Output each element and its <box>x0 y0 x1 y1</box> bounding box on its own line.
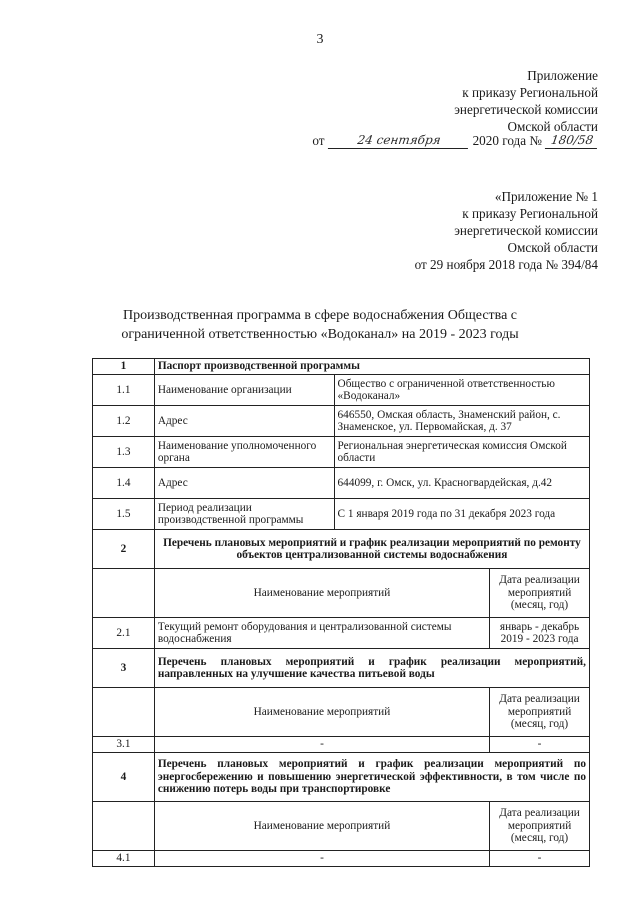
order-year: 2020 года № <box>472 133 542 148</box>
table-header-row <box>93 688 590 737</box>
row-value: 646550, Омская область, Знаменский район, с. Знаменское, ул. Первомайская, д. 37 <box>334 406 589 437</box>
row-label: Адрес <box>154 406 334 437</box>
row-label: Наименование уполномоченного органа <box>154 437 334 468</box>
order-prefix: от <box>312 133 325 148</box>
section-number: 2 <box>93 530 155 569</box>
row-label: Адрес <box>154 468 334 499</box>
appendix-header-line: к приказу Региональной <box>462 85 598 100</box>
original-appendix-line: «Приложение № 1 <box>494 189 598 204</box>
row-label: Наименование организации <box>154 375 334 406</box>
section-title: Паспорт производственной программы <box>154 359 589 375</box>
original-appendix-header <box>415 188 598 273</box>
production-program-table <box>92 358 590 867</box>
empty-cell <box>93 688 155 737</box>
row-number: 1.1 <box>93 375 155 406</box>
event-name: Текущий ремонт оборудования и централизованной системы водоснабжения <box>154 618 489 649</box>
row-value: Региональная энергетическая комиссия Омской области <box>334 437 589 468</box>
appendix-header <box>454 67 598 135</box>
order-number-handwritten: 180/58 <box>545 133 599 149</box>
row-label: Период реализации производственной программы <box>154 499 334 530</box>
section-title: Перечень плановых мероприятий и график реализации мероприятий по энергосбережению и повышению энергетической эффективности, в том числе по снижению потерь воды при транспортировке <box>154 753 589 802</box>
event-name: - <box>154 737 489 753</box>
table-header-row <box>93 802 590 851</box>
appendix-header-line: энергетической комиссии <box>454 102 598 117</box>
row-number: 1.2 <box>93 406 155 437</box>
table-header-row <box>93 569 590 618</box>
row-number: 1.3 <box>93 437 155 468</box>
table-row <box>93 618 590 649</box>
row-number: 1.5 <box>93 499 155 530</box>
table-section-row <box>93 530 590 569</box>
table-row <box>93 437 590 468</box>
section-number: 3 <box>93 649 155 688</box>
document-title-line: Производственная программа в сфере водоснабжения Общества с <box>122 308 518 323</box>
row-value: С 1 января 2019 года по 31 декабря 2023 года <box>334 499 589 530</box>
empty-cell <box>93 569 155 618</box>
empty-cell <box>93 802 155 851</box>
document-title <box>60 306 580 344</box>
original-appendix-line: к приказу Региональной <box>462 206 598 221</box>
table-row <box>93 851 590 867</box>
section-title: Перечень плановых мероприятий и график реализации мероприятий, направленных на улучшение качества питьевой воды <box>154 649 589 688</box>
original-appendix-line: энергетической комиссии <box>454 223 598 238</box>
event-name: - <box>154 851 489 867</box>
original-appendix-line: от 29 ноября 2018 года № 394/84 <box>414 257 598 272</box>
column-header-event: Наименование мероприятий <box>154 569 489 618</box>
appendix-header-line: Омской области <box>507 119 598 134</box>
table-row <box>93 375 590 406</box>
table-section-row <box>93 359 590 375</box>
order-line <box>312 133 598 149</box>
row-number: 3.1 <box>93 737 155 753</box>
row-value: Общество с ограниченной ответственностью «Водоканал» <box>334 375 589 406</box>
column-header-event: Наименование мероприятий <box>154 802 489 851</box>
page-number: 3 <box>316 32 324 47</box>
section-number: 4 <box>93 753 155 802</box>
event-date: - <box>490 851 590 867</box>
table-row <box>93 737 590 753</box>
row-number: 4.1 <box>93 851 155 867</box>
original-appendix-line: Омской области <box>507 240 598 255</box>
event-date: январь - декабрь 2019 - 2023 года <box>490 618 590 649</box>
section-title: Перечень плановых мероприятий и график реализации мероприятий по ремонту объектов централизованной системы водоснабжения <box>154 530 589 569</box>
section-number: 1 <box>93 359 155 375</box>
column-header-date: Дата реализации мероприятий (месяц, год) <box>490 688 590 737</box>
column-header-event: Наименование мероприятий <box>154 688 489 737</box>
table-section-row <box>93 753 590 802</box>
table-section-row <box>93 649 590 688</box>
appendix-header-line: Приложение <box>527 68 598 83</box>
row-value: 644099, г. Омск, ул. Красногвардейская, д.42 <box>334 468 589 499</box>
column-header-date: Дата реализации мероприятий (месяц, год) <box>490 569 590 618</box>
order-date-handwritten: 24 сентября <box>327 133 469 149</box>
table-row <box>93 406 590 437</box>
column-header-date: Дата реализации мероприятий (месяц, год) <box>490 802 590 851</box>
table-row <box>93 468 590 499</box>
row-number: 2.1 <box>93 618 155 649</box>
event-date: - <box>490 737 590 753</box>
row-number: 1.4 <box>93 468 155 499</box>
document-title-line: ограниченной ответственностью «Водоканал» на 2019 - 2023 годы <box>121 327 519 342</box>
table-row <box>93 499 590 530</box>
